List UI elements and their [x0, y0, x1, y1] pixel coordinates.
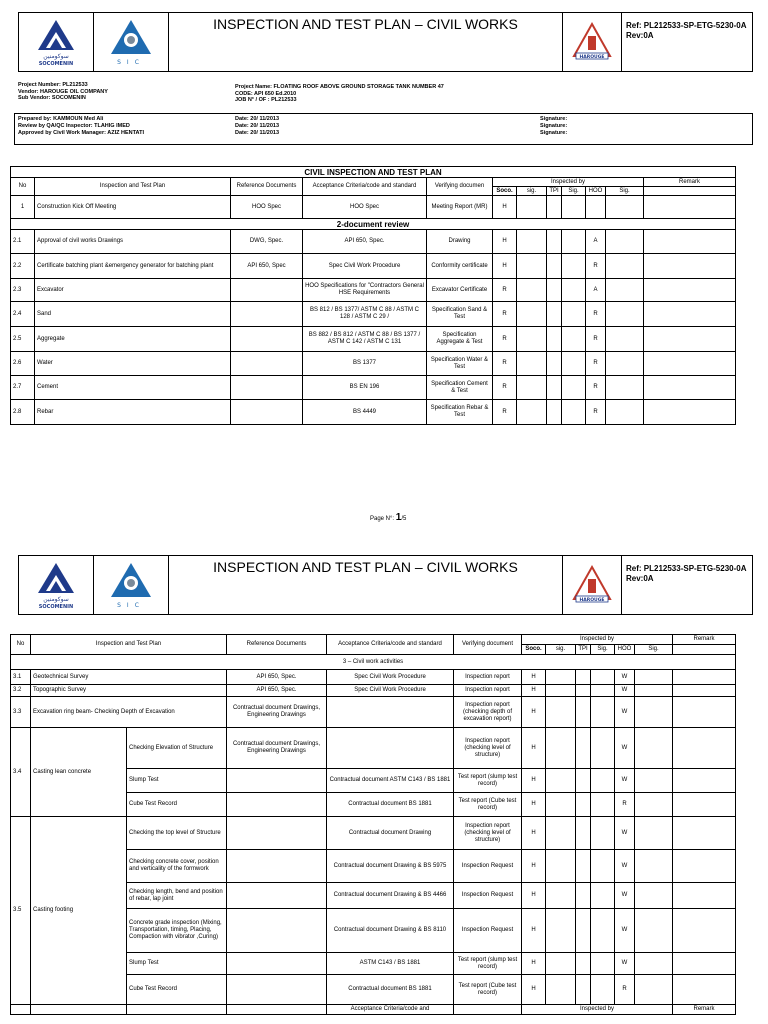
row-no: 3.3 — [11, 697, 31, 728]
sic-logo — [94, 556, 169, 614]
table-row — [11, 697, 736, 728]
col-acc: Acceptance Criteria/code and standard — [303, 178, 427, 196]
row-hoo: R — [586, 400, 606, 425]
row-ver: Inspection Request — [454, 850, 522, 883]
row-soco: H — [522, 793, 546, 817]
table-row — [11, 685, 736, 697]
svg-text:سوكومنين: سوكومنين — [43, 596, 69, 603]
col-sig3: Sig. — [635, 645, 673, 655]
row-no: 2.1 — [11, 230, 35, 254]
row-sub-plan: Slump Test — [127, 953, 227, 975]
footer-acc: Acceptance Criteria/code and — [327, 1005, 454, 1015]
row-sub-plan: Checking Elevation of Structure — [127, 728, 227, 769]
harouge-logo — [562, 556, 622, 614]
row-no: 1 — [11, 196, 35, 219]
row-ver: Test report (Cube test record) — [454, 975, 522, 1005]
row-ref — [231, 327, 303, 352]
revision: Rev:0A — [626, 31, 654, 40]
row-acc: Contractual document Drawing & BS 8110 — [327, 909, 454, 953]
row-acc: Contractual document BS 1881 — [327, 975, 454, 1005]
row-acc: BS 812 / BS 1377/ ASTM C 88 / ASTM C 128 / ASTM C 29 / — [303, 302, 427, 327]
row-no: 2.3 — [11, 279, 35, 302]
row-soco: H — [522, 883, 546, 909]
row-acc: ASTM C143 / BS 1881 — [327, 953, 454, 975]
row-soco: H — [522, 697, 546, 728]
row-plan: Casting lean concrete — [31, 728, 127, 817]
row-ver: Specification Sand & Test — [427, 302, 493, 327]
signature-3: Signature: — [540, 130, 568, 136]
col-plan: Inspection and Test Plan — [35, 178, 231, 196]
document-title: INSPECTION AND TEST PLAN – CIVIL WORKS — [213, 559, 518, 575]
row-acc: HOO Spec — [303, 196, 427, 219]
table-row — [11, 728, 736, 769]
section-document-review: 2-document review — [11, 219, 736, 230]
row-soco: R — [493, 376, 517, 400]
row-sub-plan: Checking the top level of Structure — [127, 817, 227, 850]
harouge-logo — [562, 13, 622, 71]
col-no: No — [11, 178, 35, 196]
row-ref — [231, 400, 303, 425]
row-plan: Sand — [35, 302, 231, 327]
row-acc: Contractual document Drawing & BS 5975 — [327, 850, 454, 883]
table-row — [11, 352, 736, 376]
row-soco: H — [493, 230, 517, 254]
col-tpi: TPI — [547, 187, 562, 196]
table-row — [11, 327, 736, 352]
row-ref — [231, 279, 303, 302]
row-acc: HOO Specifications for "Contractors General HSE Requirements — [303, 279, 427, 302]
row-no: 3.5 — [11, 817, 31, 1005]
row-plan: Excavator — [35, 279, 231, 302]
col-ver: Verifying documen — [427, 178, 493, 196]
col-ref: Reference Documents — [231, 178, 303, 196]
row-hoo: W — [615, 728, 635, 769]
table-row — [11, 376, 736, 400]
row-soco: H — [522, 728, 546, 769]
row-soco: R — [493, 327, 517, 352]
document-reference — [622, 13, 752, 71]
col-soco: Soco. — [522, 645, 546, 655]
col-sig2: Sig. — [591, 645, 615, 655]
row-hoo: R — [586, 302, 606, 327]
svg-text:SIC: SIC — [117, 602, 145, 609]
row-ver: Meeting Report (MR) — [427, 196, 493, 219]
row-soco: H — [493, 254, 517, 279]
svg-text:HAROUGE: HAROUGE — [579, 598, 605, 603]
civil-work-activities-table — [10, 634, 736, 1015]
svg-text:SOCOMENIN: SOCOMENIN — [38, 61, 74, 67]
page2-header — [18, 555, 753, 615]
row-no: 3.1 — [11, 670, 31, 685]
reviewed-by: Review by QA/QC Inspector: TLAHIG IMED — [18, 123, 130, 129]
row-acc: Spec Civil Work Procedure — [327, 670, 454, 685]
row-ref: HOO Spec — [231, 196, 303, 219]
row-acc: Spec Civil Work Procedure — [327, 685, 454, 697]
signature-1: Signature: — [540, 116, 568, 122]
row-hoo: R — [586, 352, 606, 376]
col-plan: Inspection and Test Plan — [31, 635, 227, 655]
civil-itp-table — [10, 166, 736, 425]
row-no: 2.2 — [11, 254, 35, 279]
row-hoo: W — [615, 953, 635, 975]
row-soco: R — [493, 302, 517, 327]
row-hoo: W — [615, 883, 635, 909]
row-ref — [231, 302, 303, 327]
row-plan: Construction Kick Off Meeting — [35, 196, 231, 219]
row-no: 3.4 — [11, 728, 31, 817]
row-plan: Rebar — [35, 400, 231, 425]
row-no: 2.8 — [11, 400, 35, 425]
row-hoo: W — [615, 769, 635, 793]
row-plan: Topographic Survey — [31, 685, 227, 697]
col-acc: Acceptance Criteria/code and standard — [327, 635, 454, 655]
row-ref: Contractual document Drawings, Engineering Drawings — [227, 728, 327, 769]
col-remark: Remark — [644, 178, 736, 187]
row-ref: Contractual document Drawings, Engineering Drawings — [227, 697, 327, 728]
project-number: Project Number: PL212533 — [18, 82, 88, 88]
row-sub-plan: Cube Test Record — [127, 975, 227, 1005]
row-plan: Excavation ring beam- Checking Depth of Excavation — [31, 697, 227, 728]
row-ver: Excavator Certificate — [427, 279, 493, 302]
row-ref: DWG, Spec. — [231, 230, 303, 254]
row-soco: H — [522, 685, 546, 697]
row-acc: BS EN 196 — [303, 376, 427, 400]
document-title: INSPECTION AND TEST PLAN – CIVIL WORKS — [213, 16, 518, 32]
footer-remark: Remark — [673, 1005, 736, 1015]
row-acc: BS 882 / BS 812 / ASTM C 88 / BS 1377 / ASTM C 142 / ASTM C 131 — [303, 327, 427, 352]
socomenin-logo — [19, 13, 94, 71]
col-sig: sig. — [546, 645, 576, 655]
col-no: No — [11, 635, 31, 655]
row-acc — [327, 697, 454, 728]
row-no: 2.5 — [11, 327, 35, 352]
col-sig3: Sig. — [606, 187, 644, 196]
table-row — [11, 196, 736, 219]
row-soco: R — [493, 279, 517, 302]
col-ver: Verifying document — [454, 635, 522, 655]
row-hoo: W — [615, 909, 635, 953]
page-prefix: Page N°: — [370, 516, 396, 522]
ref-number: Ref: PL212533-SP-ETG-5230-0A — [626, 564, 747, 573]
row-acc: Spec Civil Work Procedure — [303, 254, 427, 279]
date-reviewed: Date: 20/ 11/2013 — [235, 123, 280, 129]
row-acc — [327, 728, 454, 769]
table-row — [11, 230, 736, 254]
table-row — [11, 254, 736, 279]
row-hoo: A — [586, 279, 606, 302]
row-plan: Aggregate — [35, 327, 231, 352]
row-ver: Test report (Cube test record) — [454, 793, 522, 817]
row-hoo: R — [615, 793, 635, 817]
row-soco: H — [522, 769, 546, 793]
row-no: 2.7 — [11, 376, 35, 400]
row-plan: Approval of civil works Drawings — [35, 230, 231, 254]
row-ver: Inspection Request — [454, 883, 522, 909]
row-soco: H — [522, 817, 546, 850]
job-number: JOB N° / OF : PL212533 — [235, 97, 297, 103]
page-total: /5 — [401, 516, 407, 522]
project-name: Project Name: FLOATING ROOF ABOVE GROUND STORAGE TANK NUMBER 47 — [235, 84, 444, 90]
table-row — [11, 400, 736, 425]
row-hoo: W — [615, 685, 635, 697]
row-hoo: R — [586, 376, 606, 400]
row-ver: Drawing — [427, 230, 493, 254]
socomenin-logo — [19, 556, 94, 614]
row-sub-plan: Concrete grade inspection (Mixing, Transportation, timing, Placing, Compaction with vibrator ,Curing) — [127, 909, 227, 953]
page-num: 1 — [395, 512, 402, 523]
col-sig: sig. — [517, 187, 547, 196]
row-plan: Casting footing — [31, 817, 127, 1005]
prepared-by: Prepared by: KAMMOUN Med Ali — [18, 116, 104, 122]
revision: Rev:0A — [626, 574, 654, 583]
row-plan: Cement — [35, 376, 231, 400]
row-soco: H — [522, 953, 546, 975]
row-hoo: W — [615, 670, 635, 685]
row-no: 2.4 — [11, 302, 35, 327]
col-soco: Soco. — [493, 187, 517, 196]
signature-2: Signature: — [540, 123, 568, 129]
table-row — [11, 670, 736, 685]
vendor: Vendor: HAROUGE OIL COMPANY — [18, 88, 108, 95]
row-ver: Inspection report — [454, 670, 522, 685]
row-ver: Specification Cement & Test — [427, 376, 493, 400]
section-civil-activities: 3 – Civil work activities — [11, 655, 736, 670]
table-row — [11, 279, 736, 302]
row-ver: Inspection report (checking level of structure) — [454, 728, 522, 769]
sic-logo — [94, 13, 169, 71]
row-hoo: R — [586, 254, 606, 279]
col-sig2: Sig. — [562, 187, 586, 196]
svg-text:SOCOMENIN: SOCOMENIN — [38, 604, 74, 610]
row-acc: API 650, Spec. — [303, 230, 427, 254]
col-hoo: HOO — [615, 645, 635, 655]
row-soco: H — [522, 670, 546, 685]
col-ref: Reference Documents — [227, 635, 327, 655]
page-number — [370, 512, 406, 523]
approval-block — [14, 113, 753, 145]
page1-header — [18, 12, 753, 72]
project-code: CODE: API 650 Ed.2010 — [235, 90, 297, 97]
col-tpi: TPI — [576, 645, 591, 655]
row-ver: Specification Aggregate & Test — [427, 327, 493, 352]
row-ver: Specification Rebar & Test — [427, 400, 493, 425]
svg-text:سوكومنين: سوكومنين — [43, 53, 69, 60]
row-ver: Inspection report (checking depth of excavation report) — [454, 697, 522, 728]
row-hoo: R — [615, 975, 635, 1005]
table-caption: CIVIL INSPECTION AND TEST PLAN — [11, 167, 736, 178]
row-ref — [231, 376, 303, 400]
row-soco: H — [522, 975, 546, 1005]
row-ref: API 650, Spec — [231, 254, 303, 279]
row-ver: Inspection Request — [454, 909, 522, 953]
row-acc: Contractual document BS 1881 — [327, 793, 454, 817]
row-ver: Test report (slump test record) — [454, 953, 522, 975]
row-soco: H — [522, 850, 546, 883]
date-approved: Date: 20/ 11/2013 — [235, 130, 280, 136]
col-remark: Remark — [673, 635, 736, 645]
row-ver: Conformity certificate — [427, 254, 493, 279]
row-sub-plan: Checking concrete cover, position and verticality of the formwork — [127, 850, 227, 883]
table-row — [11, 302, 736, 327]
document-reference — [622, 556, 752, 614]
footer-inspected-by: Inspected by — [522, 1005, 673, 1015]
col-inspected-by: Inspected by — [493, 178, 644, 187]
row-acc: BS 1377 — [303, 352, 427, 376]
svg-text:HAROUGE: HAROUGE — [579, 55, 605, 60]
row-hoo: R — [586, 327, 606, 352]
project-info-right — [235, 84, 444, 104]
row-acc: Contractual document ASTM C143 / BS 1881 — [327, 769, 454, 793]
row-ver: Specification Water & Test — [427, 352, 493, 376]
document-review-rows — [11, 230, 736, 425]
row-ver: Test report (slump test record) — [454, 769, 522, 793]
row-acc: Contractual document Drawing & BS 4466 — [327, 883, 454, 909]
row-soco: H — [522, 909, 546, 953]
row-sub-plan: Cube Test Record — [127, 793, 227, 817]
row-plan: Certificate batching plant &emergency generator for batching plant — [35, 254, 231, 279]
row-no: 2.6 — [11, 352, 35, 376]
row-plan: Water — [35, 352, 231, 376]
row-hoo: W — [615, 817, 635, 850]
row-ver: Inspection report (checking level of structure) — [454, 817, 522, 850]
row-soco: R — [493, 400, 517, 425]
row-hoo: W — [615, 697, 635, 728]
row-hoo: W — [615, 850, 635, 883]
date-prepared: Date: 20/ 11/2013 — [235, 116, 280, 122]
row-ref: API 650, Spec. — [227, 670, 327, 685]
row-sub-plan: Checking length, bend and position of rebar, lap joint — [127, 883, 227, 909]
row-ref — [231, 352, 303, 376]
svg-text:SIC: SIC — [117, 59, 145, 66]
row-acc: Contractual document Drawing — [327, 817, 454, 850]
row-no: 3.2 — [11, 685, 31, 697]
col-inspected-by: Inspected by — [522, 635, 673, 645]
ref-number: Ref: PL212533-SP-ETG-5230-0A — [626, 21, 747, 30]
table-row — [11, 817, 736, 850]
approved-by: Approved by Civil Work Manager: AZIZ HENTATI — [18, 130, 145, 136]
row-ref: API 650, Spec. — [227, 685, 327, 697]
row-hoo: A — [586, 230, 606, 254]
sub-vendor: Sub Vendor: SOCOMENIN — [18, 95, 86, 101]
row-acc: BS 4449 — [303, 400, 427, 425]
row-sub-plan: Slump Test — [127, 769, 227, 793]
col-hoo: HOO — [586, 187, 606, 196]
project-info-left — [18, 82, 108, 102]
row-soco: H — [493, 196, 517, 219]
row-ver: Inspection report — [454, 685, 522, 697]
row-plan: Geotechnical Survey — [31, 670, 227, 685]
row-soco: R — [493, 352, 517, 376]
